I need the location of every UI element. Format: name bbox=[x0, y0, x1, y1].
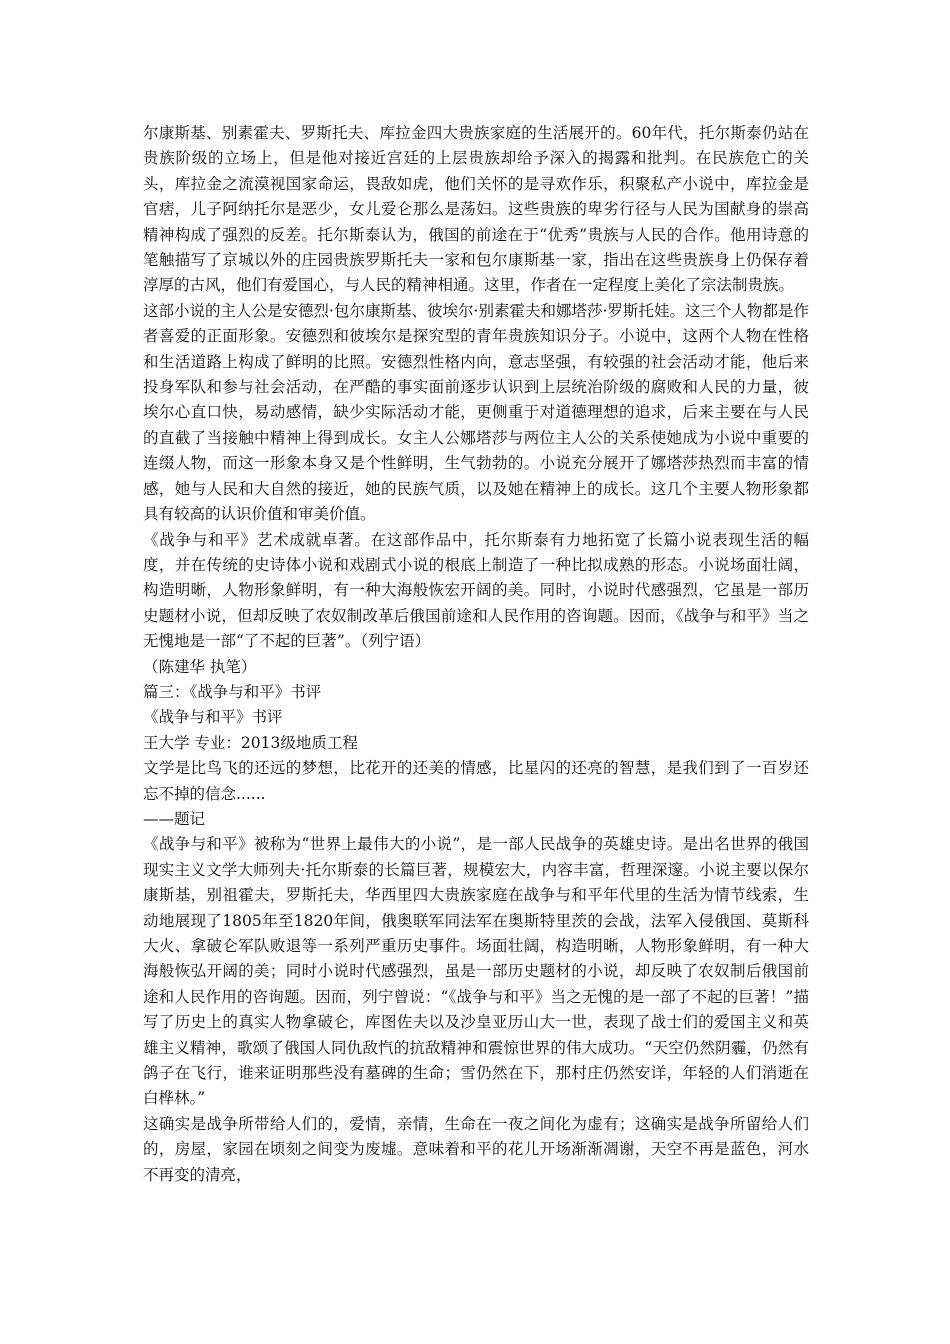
author-line: 王大学 专业：2013级地质工程 bbox=[143, 733, 358, 752]
epigraph: 文学是比鸟飞的还远的梦想，比花开的还美的情感，比星闪的还亮的智慧，是我们到了一百岁还忘不掉的信念...... bbox=[143, 759, 809, 803]
body-paragraph: 尔康斯基、别素霍夫、罗斯托夫、库拉金四大贵族家庭的生活展开的。60年代，托尔斯泰仍站在贵族阶级的立场上，但是他对接近宫廷的上层贵族却给予深入的揭露和批判。在民族危亡的关头，库拉金之流漠视国家命运，畏敌如虎，他们关怀的是寻欢作乐，积聚私产小说中，库拉金是官痞，儿子阿纳托尔是恶少，女儿爱仑那么是荡妇。这些贵族的卑劣行径与人民为国献身的崇高精神构成了强烈的反差。托尔斯泰认为，俄国的前途在于“优秀”贵族与人民的合作。他用诗意的笔触描写了京城以外的庄园贵族罗斯托夫一家和包尔康斯基一家，指出在这些贵族身上仍保存着淳厚的古风，他们有爱国心，与人民的精神相通。这里，作者在一定程度上美化了宗法制贵族。 bbox=[143, 124, 809, 295]
body-paragraph: 这确实是战争所带给人们的，爱情，亲情，生命在一夜之间化为虚有；这确实是战争所留给人们的，房屋，家园在顷刻之间变为废墟。意味着和平的花儿开场渐渐凋谢，天空不再是蓝色，河水不再变的清亮， bbox=[143, 1114, 809, 1184]
author-note: （陈建华 执笔） bbox=[143, 657, 257, 676]
section-heading: 篇三：《战争与和平》书评 bbox=[143, 682, 322, 701]
body-paragraph: 这部小说的主人公是安德烈·包尔康斯基、彼埃尔·别素霍夫和娜塔莎·罗斯托娃。这三个人物都是作者喜爱的正面形象。安德烈和彼埃尔是探究型的青年贵族知识分子。小说中，这两个人物在性格和生活道路上构成了鲜明的比照。安德烈性格内向，意志坚强，有较强的社会活动才能，他后来投身军队和参与社会活动，在严酷的事实面前逐步认识到上层统治阶级的腐败和人民的力量，彼埃尔心直口快，易动感情，缺少实际活动才能，更侧重于对道德理想的追求，后来主要在与人民的直截了当接触中精神上得到成长。女主人公娜塔莎与两位主人公的关系使她成为小说中重要的连缀人物，而这一形象本身又是个性鲜明，生气勃勃的。小说充分展开了娜塔莎热烈而丰富的情感，她与人民和大自然的接近，她的民族气质，以及她在精神上的成长。这几个主要人物形象都具有较高的认识价值和审美价值。 bbox=[143, 301, 809, 524]
article-title: 《战争与和平》书评 bbox=[143, 708, 283, 727]
document-page bbox=[143, 121, 809, 1188]
body-paragraph: 《战争与和平》被称为“世界上最伟大的小说”，是一部人民战争的英雄史诗。是出名世界的俄国现实主义文学大师列夫·托尔斯泰的长篇巨著，规模宏大，内容丰富，哲理深邃。小说主要以保尔康斯基，别祖霍夫，罗斯托夫，华西里四大贵族家庭在战争与和平年代里的生活为情节线索，生动地展现了1805年至1820年间，俄奥联军同法军在奥斯特里茨的会战，法军入侵俄国、莫斯科大火、拿破仑军队败退等一系列严重历史事件。场面壮阔，构造明晰，人物形象鲜明，有一种大海般恢弘开阔的美；同时小说时代感强烈，虽是一部历史题材的小说，却反映了农奴制后俄国前途和人民作用的咨询题。因而，列宁曾说：“《战争与和平》当之无愧的是一部了不起的巨著！”描写了历史上的真实人物拿破仑，库图佐夫以及沙皇亚历山大一世，表现了战士们的爱国主义和英雄主义精神，歌颂了俄国人同仇敌忾的抗敌精神和震惊世界的伟大成功。“天空仍然阴霾，仍然有鸽子在飞行，谁来证明那些没有墓碑的生命；雪仍然在下，那村庄仍然安详，年轻的人们消逝在白桦林。” bbox=[143, 835, 809, 1108]
body-paragraph: 《战争与和平》艺术成就卓著。在这部作品中，托尔斯泰有力地拓宽了长篇小说表现生活的幅度，并在传统的史诗体小说和戏剧式小说的根底上制造了一种比拟成熟的形态。小说场面壮阔，构造明晰，人物形象鲜明，有一种大海般恢宏开阔的美。同时，小说时代感强烈，它虽是一部历史题材小说，但却反映了农奴制改革后俄国前途和人民作用的咨询题。因而，《战争与和平》当之无愧地是一部“了不起的巨著”。（列宁语） bbox=[143, 530, 809, 651]
epigraph-attribution: ——题记 bbox=[143, 809, 206, 828]
